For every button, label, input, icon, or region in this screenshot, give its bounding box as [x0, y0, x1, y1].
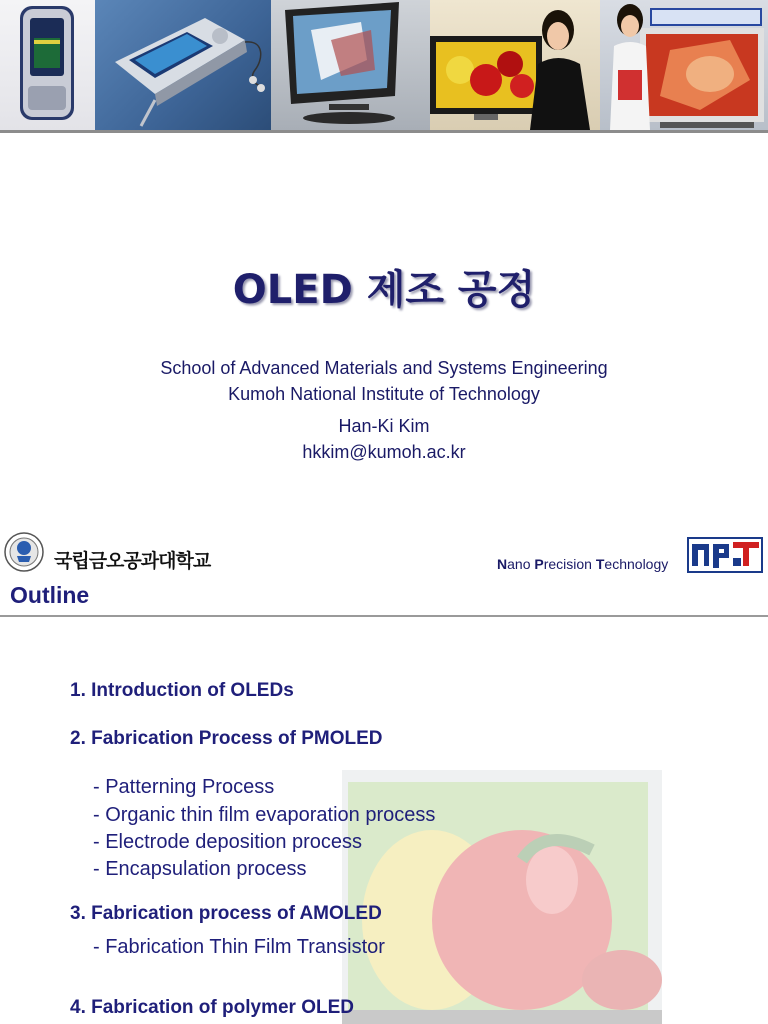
lab-name: Nano Precision Technology	[497, 556, 669, 572]
outline-item-2: 2. Fabrication Process of PMOLED	[70, 728, 383, 749]
monitor-image	[271, 0, 430, 130]
pmoled-subitem-2: - Organic thin film evaporation process	[93, 804, 436, 826]
banner-divider	[0, 130, 768, 133]
header-divider	[0, 615, 768, 617]
university-seal-icon	[4, 532, 44, 572]
product-photo-banner	[0, 0, 768, 130]
school-name: School of Advanced Materials and Systems Engineering	[160, 358, 608, 378]
outline-slide	[0, 512, 768, 1024]
section-title: Outline	[10, 582, 90, 608]
npt-logo-icon	[687, 536, 763, 574]
institute-name: Kumoh National Institute of Technology	[228, 384, 540, 404]
phone-image	[0, 0, 95, 130]
tv-presenter-image	[430, 0, 600, 130]
author-email: hkkim@kumoh.ac.kr	[302, 442, 466, 462]
outline-item-4: 4. Fabrication of polymer OLED	[70, 997, 354, 1018]
pmoled-subitem-1: - Patterning Process	[93, 776, 275, 798]
oled-tv-presenter-image	[600, 0, 768, 130]
pmoled-subitem-4: - Encapsulation process	[93, 858, 307, 880]
slide-header	[0, 512, 768, 616]
author-name: Han-Ki Kim	[338, 416, 430, 436]
outline-item-1: 1. Introduction of OLEDs	[70, 680, 294, 701]
outline-item-3: 3. Fabrication process of AMOLED	[70, 903, 382, 924]
amoled-subitem-1: - Fabrication Thin Film Transistor	[93, 936, 385, 958]
presentation-title: OLED 제조 공정	[232, 267, 536, 313]
pmoled-subitem-3: - Electrode deposition process	[93, 831, 363, 853]
media-player-image	[95, 0, 271, 130]
university-name: 국립금오공과대학교	[54, 550, 211, 572]
